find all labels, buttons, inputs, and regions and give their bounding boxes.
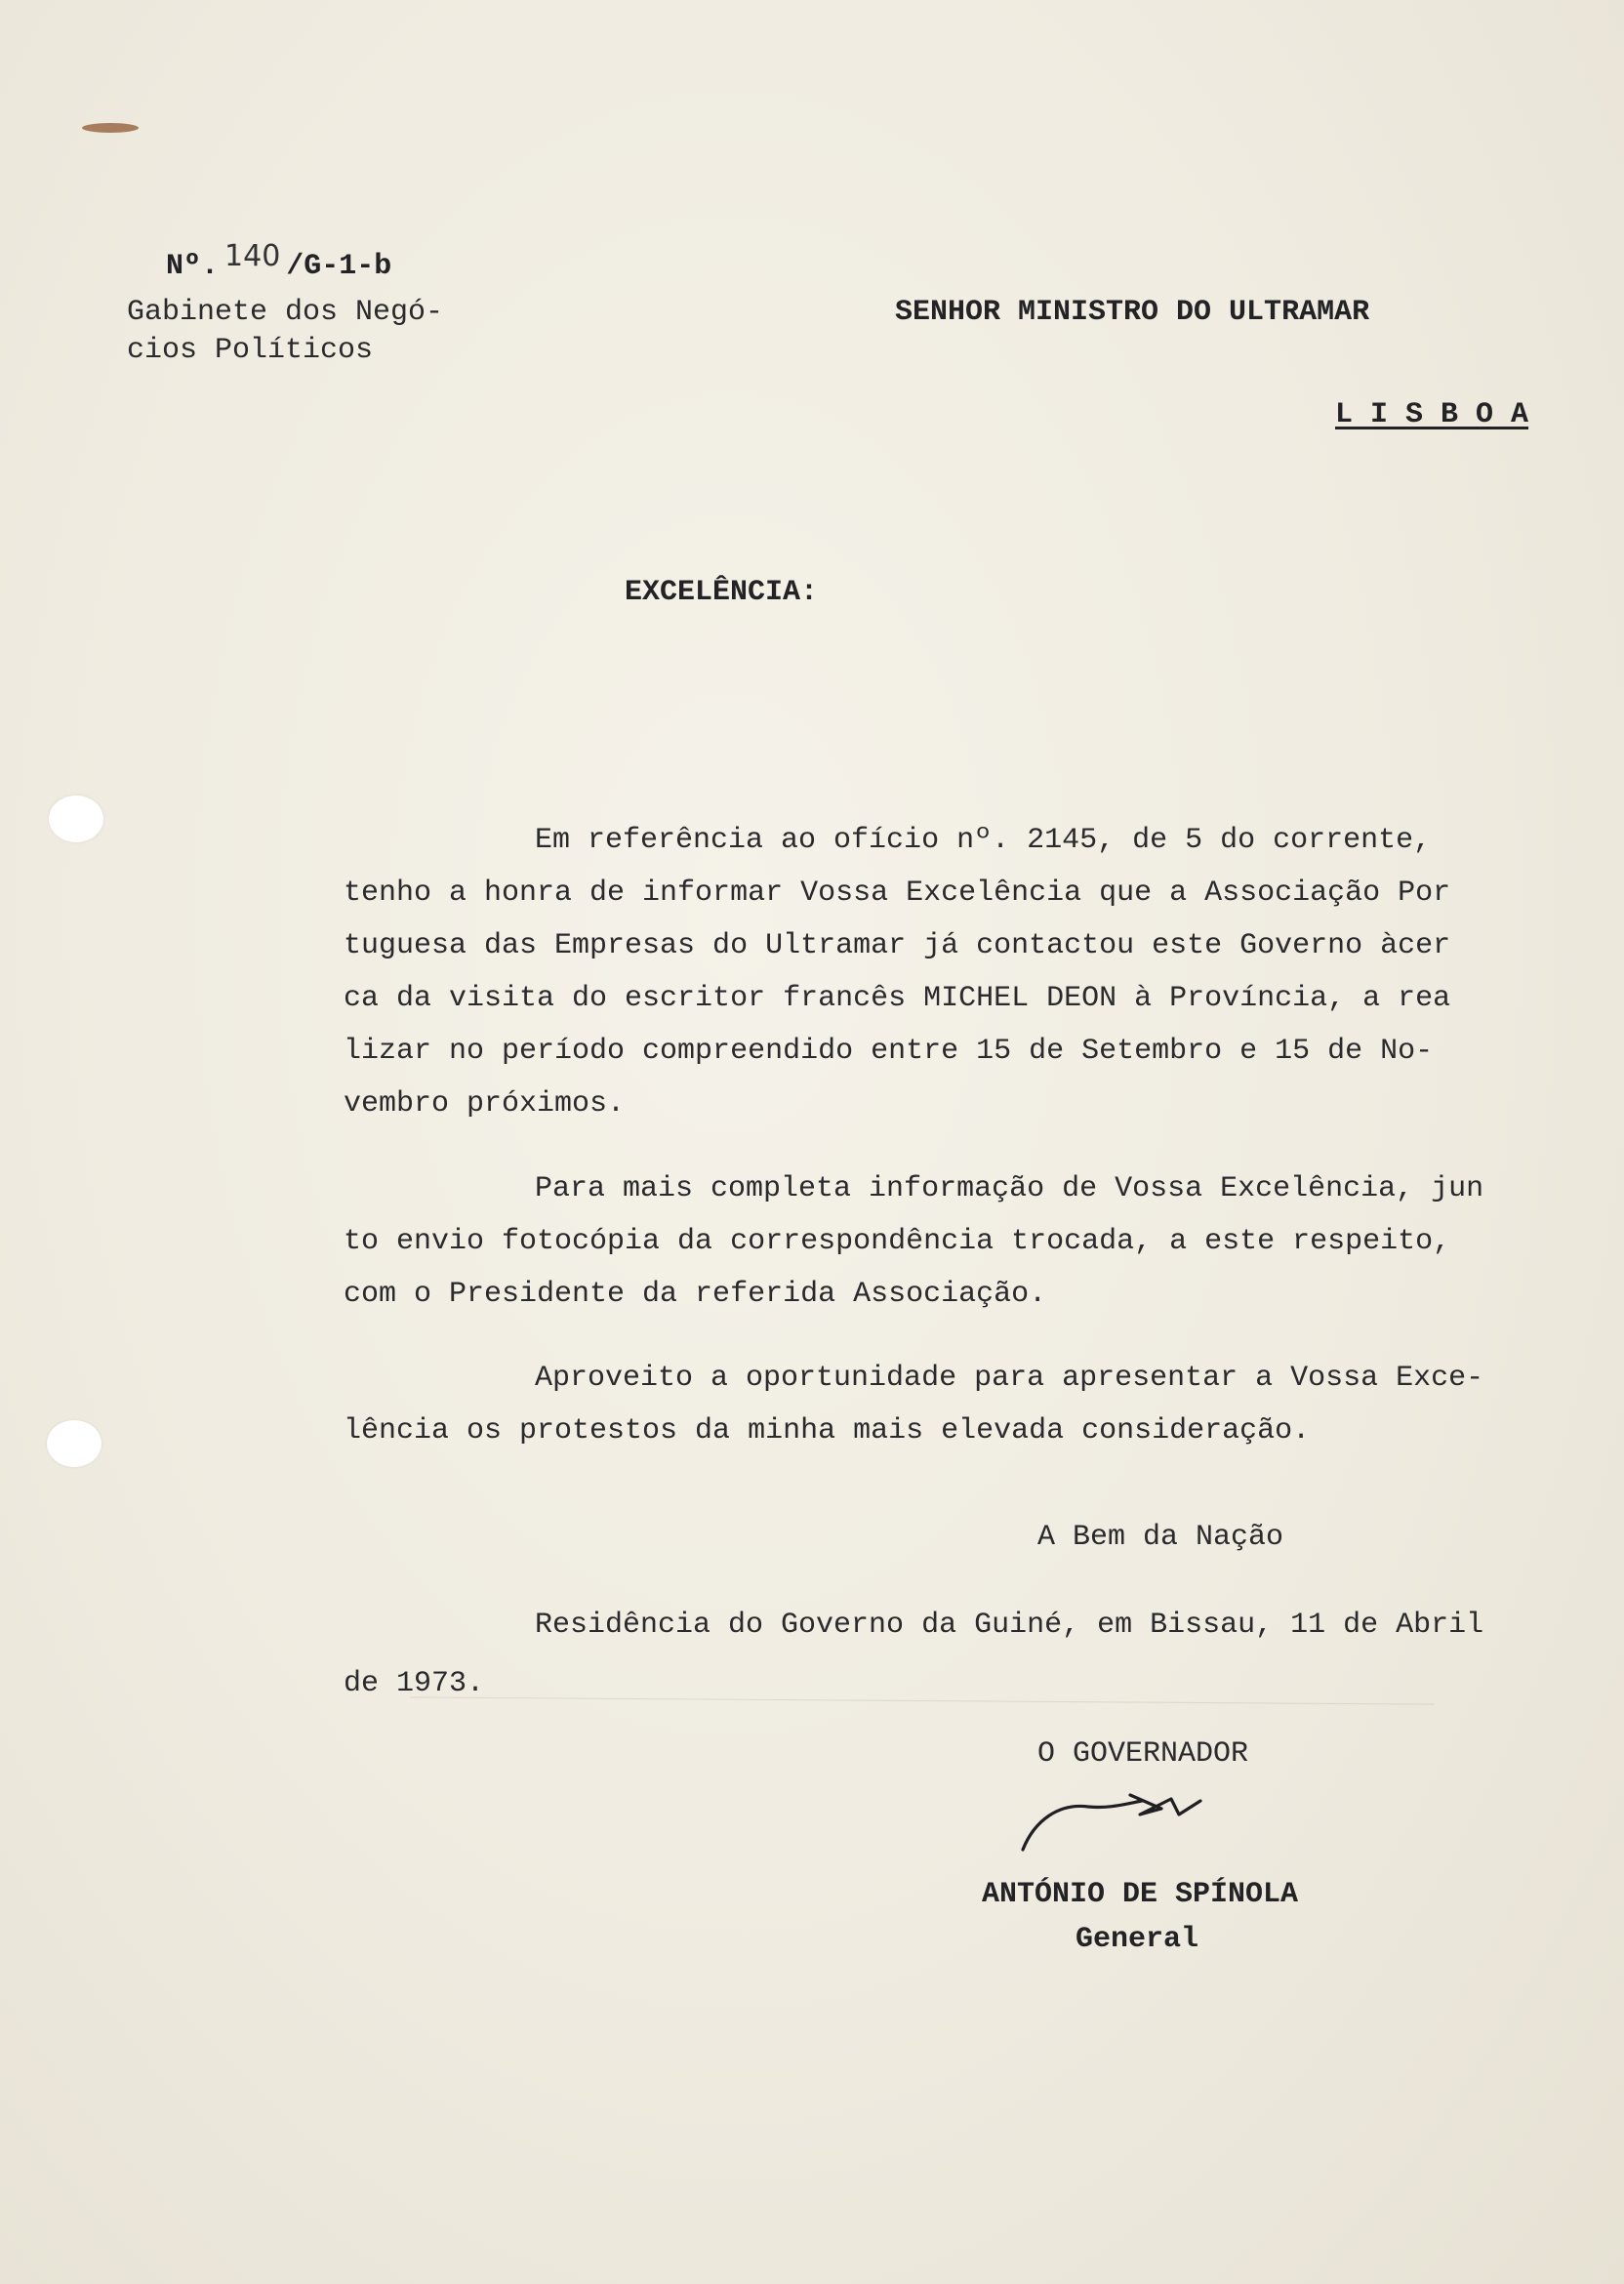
signatory-name: ANTÓNIO DE SPÍNOLA	[982, 1878, 1299, 1911]
paragraph-2-line: Para mais completa informação de Vossa Excelência, jun	[535, 1172, 1484, 1205]
paragraph-1-line: Em referência ao ofício nº. 2145, de 5 do corrente,	[535, 824, 1432, 857]
paragraph-1-line: ca da visita do escritor francês MICHEL DEON à Província, a rea	[344, 982, 1451, 1015]
salutation: EXCELÊNCIA:	[625, 576, 819, 609]
reference-number-handwritten: 140	[224, 239, 281, 273]
ink-smudge	[82, 123, 139, 133]
place-date-line-1: Residência do Governo da Guiné, em Bissau, 11 de Abril	[535, 1609, 1484, 1642]
paragraph-1-line: tuguesa das Empresas do Ultramar já contactou este Governo àcer	[344, 929, 1451, 962]
paragraph-2	[344, 1162, 1593, 1321]
recipient-city: L I S B O A	[1335, 398, 1529, 431]
paragraph-3-line: lência os protestos da minha mais elevada consideração.	[344, 1414, 1311, 1448]
paragraph-2-line: to envio fotocópia da correspondência trocada, a este respeito,	[344, 1225, 1451, 1258]
closing-formula: A Bem da Nação	[1037, 1521, 1284, 1554]
paragraph-1-line: lizar no período compreendido entre 15 de Setembro e 15 de No-	[344, 1035, 1434, 1068]
reference-number-suffix: /G-1-b	[286, 250, 392, 283]
department-line-1: Gabinete dos Negó-	[127, 296, 444, 329]
signatory-rank: General	[1076, 1923, 1199, 1956]
place-date-line-2: de 1973.	[344, 1667, 485, 1700]
handwritten-signature	[1015, 1781, 1220, 1859]
paragraph-3-line: Aproveito a oportunidade para apresentar a Vossa Exce-	[535, 1362, 1484, 1395]
punch-hole-top	[49, 795, 103, 842]
recipient: SENHOR MINISTRO DO ULTRAMAR	[895, 296, 1370, 329]
punch-hole-bottom	[47, 1420, 102, 1467]
reference-number	[166, 239, 392, 283]
paragraph-1-line: vembro próximos.	[344, 1087, 626, 1121]
department-line-2: cios Políticos	[127, 334, 374, 367]
paper-crease	[410, 1696, 1435, 1704]
reference-number-prefix: Nº.	[166, 250, 220, 283]
paragraph-2-line: com o Presidente da referida Associação.	[344, 1278, 1047, 1311]
signature-title: O GOVERNADOR	[1037, 1737, 1249, 1771]
paragraph-1	[344, 814, 1593, 1130]
paragraph-3	[344, 1352, 1593, 1457]
paragraph-1-line: tenho a honra de informar Vossa Excelência que a Associação Por	[344, 877, 1451, 910]
